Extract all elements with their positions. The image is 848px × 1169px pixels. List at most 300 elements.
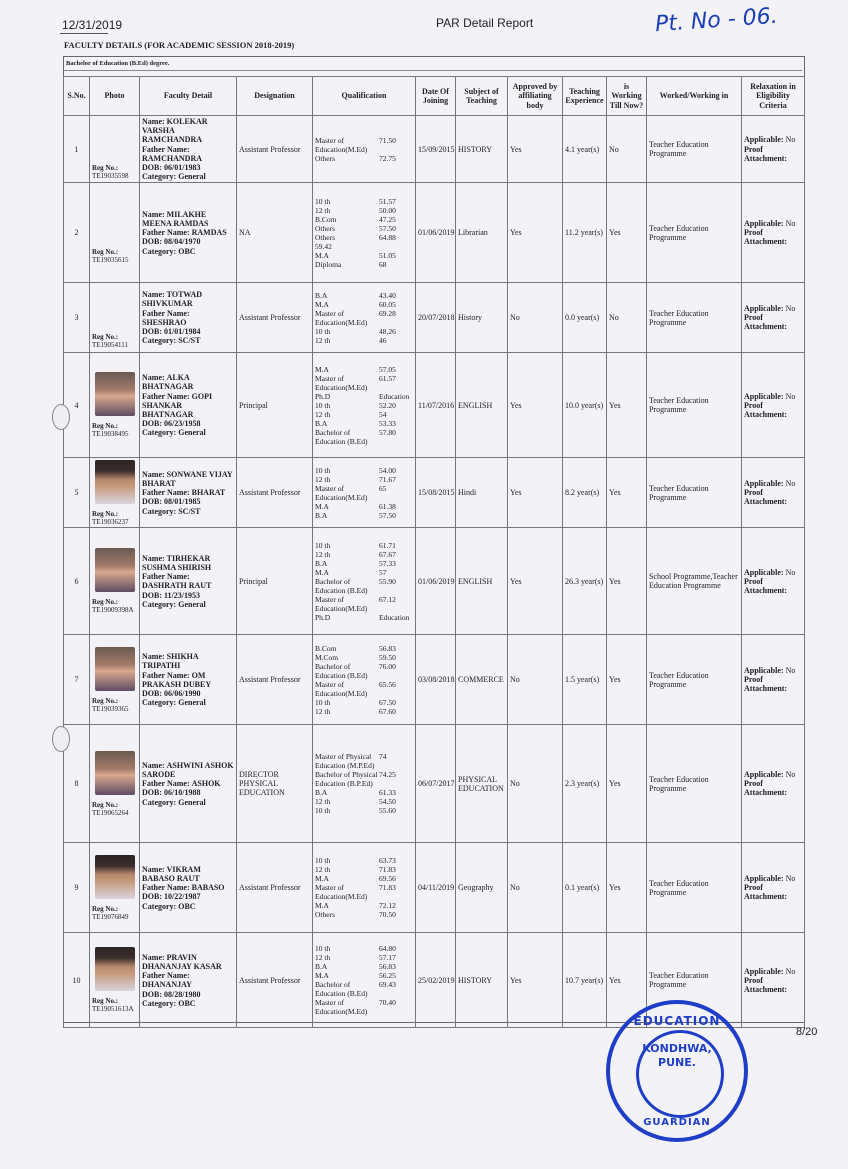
qualification-score: 57.80 (379, 427, 396, 437)
qualification-score: 71.83 (379, 883, 396, 893)
serial-number: 10 (64, 933, 90, 1028)
category-value: OBC (178, 901, 196, 911)
relaxation-info (742, 116, 805, 183)
qualification-row (315, 242, 413, 251)
qualification-row (315, 511, 413, 520)
working-status: Yes (607, 183, 647, 283)
worked-in: Teacher Education Programme (647, 843, 742, 933)
col-working: is Working Till Now? (607, 77, 647, 116)
qualification-degree: Master of Education(M.Ed) (315, 135, 368, 154)
dob-label: DOB: (142, 327, 162, 336)
relaxation-info (742, 283, 805, 353)
proof-label: Proof (744, 488, 763, 498)
dob-label: DOB: (142, 788, 162, 798)
qualification-degree: Others (315, 223, 335, 233)
date-of-joining: 06/07/2017 (416, 725, 456, 843)
qualification-degree: 12 th (315, 205, 331, 215)
qualification-degree: Master of Education(M.Ed) (315, 373, 368, 392)
qualification-degree: Ph.D (315, 612, 331, 622)
designation: Assistant Professor (237, 458, 313, 528)
date-of-joining: 01/06/2019 (416, 183, 456, 283)
qualification-score: 61.57 (379, 373, 396, 383)
qualification-score: 59.50 (379, 652, 396, 662)
qualification-row (315, 707, 413, 716)
qualification-score: 72.12 (379, 901, 396, 911)
teaching-experience: 0.1 year(s) (563, 843, 607, 933)
qualification-degree: Master of Physical Education (M.P.Ed) (315, 752, 375, 771)
qualification-degree: Master of Education(M.Ed) (315, 483, 368, 502)
reg-number: TE19035598 (92, 172, 129, 181)
qualification-degree: Master of Education(M.Ed) (315, 308, 368, 327)
faculty-photo (95, 548, 135, 592)
applicable-label: Applicable: (744, 874, 784, 884)
proof-label: Proof (744, 400, 763, 410)
applicable-value: No (785, 666, 796, 676)
qualification-degree: B.A (315, 558, 328, 568)
working-status: Yes (607, 528, 647, 635)
faculty-table (63, 76, 805, 1028)
qualification-score: 71.50 (379, 135, 396, 145)
qualification-degree: Bachelor of Education (B.Ed) (315, 980, 368, 999)
table-row (64, 116, 805, 183)
qualification-row (315, 233, 413, 242)
qualification-degree: M.Com (315, 652, 339, 662)
qualification-degree: 12 th (315, 797, 331, 807)
qualification-degree: 10 th (315, 856, 331, 866)
reg-label: Reg No.: (92, 904, 119, 913)
faculty-name: ALKA BHATNAGAR (142, 373, 194, 392)
qualification-degree: Others (315, 910, 335, 920)
category-value: OBC (178, 998, 196, 1008)
father-name: SHESHRAO (142, 317, 187, 327)
worked-in: Teacher Education Programme (647, 183, 742, 283)
working-status: No (607, 283, 647, 353)
father-name: RAMDAS (191, 228, 227, 238)
faculty-name: KOLEKAR VARSHA RAMCHANDRA (142, 117, 208, 145)
photo-cell (90, 933, 140, 1028)
relaxation-info (742, 183, 805, 283)
reg-label: Reg No.: (92, 509, 119, 518)
date-of-joining: 11/07/2016 (416, 353, 456, 458)
faculty-name: PRAVIN DHANANJAY KASAR (142, 952, 222, 971)
designation: NA (237, 183, 313, 283)
qualification-row (315, 980, 413, 998)
relaxation-info (742, 528, 805, 635)
faculty-name: SONWANE VIJAY BHARAT (142, 469, 233, 489)
photo-cell (90, 843, 140, 933)
qualification-row (315, 653, 413, 662)
qualification-list (313, 353, 416, 458)
worked-in: Teacher Education Programme (647, 458, 742, 528)
qualification-degree: Bachelor of Education (B.Ed) (315, 661, 368, 680)
qualification-degree: Others (315, 153, 335, 163)
qualification-score: 65.56 (379, 679, 396, 689)
qualification-score: 57.33 (379, 558, 396, 568)
date-of-joining: 01/06/2019 (416, 528, 456, 635)
caption-divider (64, 70, 802, 71)
qualification-score (379, 242, 413, 251)
worked-in: School Programme,Teacher Education Programme (647, 528, 742, 635)
father-name: OM PRAKASH DUBEY (142, 670, 212, 689)
table-row (64, 183, 805, 283)
qualification-score: 69.43 (379, 980, 396, 990)
applicable-label: Applicable: (744, 135, 784, 145)
applicable-label: Applicable: (744, 567, 784, 577)
qualification-degree: Others (315, 232, 335, 242)
reg-number: TE19051613A (92, 1005, 134, 1014)
qualification-score: 53.33 (379, 418, 396, 428)
qualification-row (315, 365, 413, 374)
reg-number: TE19036237 (92, 517, 129, 526)
qualification-row (315, 541, 413, 550)
qualification-score: 74 (379, 752, 387, 762)
faculty-name: SHIKHA TRIPATHI (142, 652, 199, 671)
qualification-score: 55.90 (379, 576, 396, 586)
date-of-joining: 04/11/2019 (416, 843, 456, 933)
qualification-row (315, 910, 413, 919)
qualification-degree: Master of Education(M.Ed) (315, 594, 368, 613)
qualification-row (315, 309, 413, 327)
qualification-score: 61.38 (379, 501, 396, 511)
applicable-value: No (785, 219, 796, 229)
designation: DIRECTOR PHYSICAL EDUCATION (237, 725, 313, 843)
applicable-label: Applicable: (744, 966, 784, 976)
qualification-degree: 10 th (315, 697, 331, 707)
qualification-list (313, 528, 416, 635)
qualification-degree: 59.42 (315, 241, 332, 251)
qualification-row (315, 788, 413, 797)
qualification-score: 69.28 (379, 308, 396, 318)
qualification-row (315, 206, 413, 215)
qualification-score: 54.00 (379, 465, 396, 475)
category-label: Category: (142, 698, 177, 708)
applicable-value: No (785, 966, 796, 976)
dob-value: 10/22/1987 (164, 892, 201, 902)
qualification-score: 68 (379, 259, 387, 269)
qualification-row (315, 475, 413, 484)
dob-value: 01/01/1984 (164, 327, 201, 336)
reg-label: Reg No.: (92, 422, 119, 431)
qualification-score: 71.67 (379, 474, 396, 484)
dob-value: 08/28/1980 (164, 989, 201, 999)
proof-label: Proof (744, 975, 763, 985)
table-body (64, 116, 805, 1028)
qualification-row (315, 419, 413, 428)
attachment-label: Attachment: (744, 153, 788, 163)
category-value: General (178, 698, 206, 708)
category-value: SC/ST (178, 336, 201, 346)
qualification-degree: M.A (315, 874, 329, 884)
father-name: RAMCHANDRA (142, 153, 202, 163)
reg-label: Reg No.: (92, 332, 119, 341)
col-approved: Approved by affiliating body (508, 77, 563, 116)
approved-status: Yes (508, 933, 563, 1028)
qualification-list (313, 283, 416, 353)
designation: Assistant Professor (237, 116, 313, 183)
qualification-degree: B.A (315, 290, 328, 300)
applicable-value: No (785, 874, 796, 884)
relaxation-info (742, 635, 805, 725)
category-label: Category: (142, 506, 177, 516)
working-status: Yes (607, 843, 647, 933)
approved-status: Yes (508, 353, 563, 458)
photo-cell (90, 183, 140, 283)
dob-label: DOB: (142, 892, 162, 902)
father-label: Father Name: (142, 971, 190, 981)
table-row (64, 725, 805, 843)
applicable-value: No (785, 391, 796, 401)
qualification-degree: 10 th (315, 400, 331, 410)
qualification-score: 55.60 (379, 806, 396, 816)
working-status: Yes (607, 933, 647, 1028)
attachment-label: Attachment: (744, 984, 788, 994)
qualification-row (315, 577, 413, 595)
qualification-degree: 12 th (315, 953, 331, 963)
qualification-degree: 12 th (315, 549, 331, 559)
approved-status: Yes (508, 183, 563, 283)
col-subject: Subject of Teaching (456, 77, 508, 116)
qualification-score: 51.05 (379, 250, 396, 260)
proof-label: Proof (744, 144, 763, 154)
qualification-degree: 12 th (315, 474, 331, 484)
qualification-score: 57.17 (379, 953, 396, 963)
faculty-photo (95, 751, 135, 795)
dob-label: DOB: (142, 497, 162, 507)
father-name: BHARAT (191, 488, 226, 498)
photo-cell (90, 283, 140, 353)
working-status: No (607, 116, 647, 183)
dob-label: DOB: (142, 419, 162, 429)
worked-in: Teacher Education Programme (647, 283, 742, 353)
faculty-photo (95, 372, 135, 416)
qualification-row (315, 874, 413, 883)
college-seal (606, 1000, 748, 1142)
worked-in: Teacher Education Programme (647, 933, 742, 1028)
proof-label: Proof (744, 576, 763, 586)
reg-label: Reg No.: (92, 247, 119, 256)
subject: HISTORY (456, 933, 508, 1028)
qualification-row (315, 291, 413, 300)
qualification-degree: 10 th (315, 465, 331, 475)
reg-label: Reg No.: (92, 598, 119, 607)
faculty-detail (140, 528, 237, 635)
qualification-degree: M.A (315, 364, 329, 374)
teaching-experience: 0.0 year(s) (563, 283, 607, 353)
binder-hole (52, 726, 70, 752)
father-label: Father Name: (142, 779, 190, 789)
qualification-score: 61.71 (379, 540, 396, 550)
qualification-row (315, 410, 413, 419)
category-label: Category: (142, 428, 177, 438)
serial-number: 4 (64, 353, 90, 458)
attachment-label: Attachment: (744, 684, 788, 694)
applicable-value: No (785, 567, 796, 577)
category-label: Category: (142, 599, 177, 609)
worked-in: Teacher Education Programme (647, 116, 742, 183)
seal-text-city: KONDHWA, (642, 1042, 712, 1055)
photo-cell (90, 725, 140, 843)
qualification-score: 56.83 (379, 962, 396, 972)
reg-label: Reg No.: (92, 997, 119, 1006)
qualification-row (315, 428, 413, 446)
col-experience: Teaching Experience (563, 77, 607, 116)
dob-value: 08/04/1970 (164, 237, 201, 247)
qualification-degree: Master of Education(M.Ed) (315, 679, 368, 698)
faculty-detail (140, 353, 237, 458)
qualification-row (315, 327, 413, 336)
designation: Principal (237, 528, 313, 635)
col-qualification: Qualification (313, 77, 416, 116)
qualification-score: 43.40 (379, 290, 396, 300)
name-label: Name: (142, 864, 165, 874)
qualification-degree: B.Com (315, 214, 337, 224)
reg-number: TE19039365 (92, 704, 129, 713)
subject: PHYSICAL EDUCATION (456, 725, 508, 843)
col-sno: S.No. (64, 77, 90, 116)
working-status: Yes (607, 353, 647, 458)
father-label: Father Name: (142, 228, 190, 238)
category-label: Category: (142, 797, 177, 807)
faculty-name: TOTWAD SHIVKUMAR (142, 290, 203, 309)
qualification-score: 65 (379, 483, 387, 493)
category-value: OBC (178, 246, 196, 256)
name-label: Name: (142, 373, 165, 383)
table-row (64, 843, 805, 933)
applicable-label: Applicable: (744, 219, 784, 229)
working-status: Yes (607, 635, 647, 725)
qualification-degree: 12 th (315, 335, 331, 345)
qualification-degree: B.A (315, 510, 328, 520)
reg-label: Reg No.: (92, 696, 119, 705)
category-label: Category: (142, 172, 177, 182)
father-name: BABASO (191, 883, 225, 893)
dob-label: DOB: (142, 689, 162, 698)
qualification-degree: Bachelor of Education (B.Ed) (315, 427, 368, 446)
name-label: Name: (142, 469, 165, 479)
date-of-joining: 15/09/2015 (416, 116, 456, 183)
qualification-score: 54.50 (379, 797, 396, 807)
qualification-score: Education (379, 391, 410, 401)
faculty-detail (140, 933, 237, 1028)
approved-status: No (508, 843, 563, 933)
qualification-row (315, 215, 413, 224)
category-label: Category: (142, 901, 177, 911)
qualification-list (313, 458, 416, 528)
dob-value: 08/01/1985 (164, 497, 201, 507)
category-label: Category: (142, 998, 177, 1008)
qualification-row (315, 698, 413, 707)
subject: HISTORY (456, 116, 508, 183)
qualification-score: 70.50 (379, 910, 396, 920)
father-label: Father Name: (142, 144, 190, 154)
qualification-row (315, 466, 413, 475)
table-row (64, 283, 805, 353)
designation: Assistant Professor (237, 635, 313, 725)
name-label: Name: (142, 652, 165, 662)
qualification-degree: M.A (315, 250, 329, 260)
dob-value: 06/01/1983 (164, 162, 201, 172)
faculty-photo (95, 647, 135, 691)
qualification-degree: 10 th (315, 944, 331, 954)
qualification-score: 63.73 (379, 856, 396, 866)
table-header-row (64, 77, 805, 116)
teaching-experience: 11.2 year(s) (563, 183, 607, 283)
father-name: GOPI SHANKAR BHATNAGAR (142, 391, 213, 419)
qualification-score: 52.20 (379, 400, 396, 410)
qualification-score: 72.75 (379, 153, 396, 163)
table-caption: Bachelor of Education (B.Ed) degree. (66, 60, 170, 67)
approved-status: Yes (508, 528, 563, 635)
qualification-row (315, 260, 413, 269)
dob-value: 06/10/1988 (164, 788, 201, 798)
reg-number: TE19065264 (92, 808, 129, 817)
faculty-detail (140, 843, 237, 933)
father-label: Father Name: (142, 488, 190, 498)
qualification-score: 57.50 (379, 223, 396, 233)
serial-number: 1 (64, 116, 90, 183)
qualification-degree: 10 th (315, 540, 331, 550)
binder-hole (52, 404, 70, 430)
qualification-list (313, 183, 416, 283)
qualification-row (315, 374, 413, 392)
reg-number: TE19076849 (92, 912, 129, 921)
serial-number: 3 (64, 283, 90, 353)
qualification-score: 69.56 (379, 874, 396, 884)
worked-in: Teacher Education Programme (647, 353, 742, 458)
faculty-detail (140, 635, 237, 725)
faculty-detail (140, 458, 237, 528)
serial-number: 8 (64, 725, 90, 843)
col-designation: Designation (237, 77, 313, 116)
reg-label: Reg No.: (92, 164, 119, 173)
attachment-label: Attachment: (744, 497, 788, 507)
faculty-photo (95, 460, 135, 504)
teaching-experience: 10.7 year(s) (563, 933, 607, 1028)
qualification-degree: 12 th (315, 409, 331, 419)
attachment-label: Attachment: (744, 237, 788, 247)
qualification-score: 57.50 (379, 510, 396, 520)
qualification-score: 67.60 (379, 706, 396, 716)
name-label: Name: (142, 290, 165, 300)
qualification-list (313, 843, 416, 933)
proof-label: Proof (744, 228, 763, 238)
photo-cell (90, 458, 140, 528)
qualification-row (315, 998, 413, 1016)
qualification-row (315, 752, 413, 770)
reg-number: TE19054111 (92, 340, 129, 349)
dob-value: 11/23/1953 (164, 590, 201, 600)
proof-label: Proof (744, 313, 763, 323)
applicable-label: Applicable: (744, 479, 784, 489)
qualification-score: Education (379, 612, 410, 622)
faculty-detail (140, 283, 237, 353)
qualification-list (313, 116, 416, 183)
qualification-list (313, 635, 416, 725)
faculty-details-title: FACULTY DETAILS (FOR ACADEMIC SESSION 2018-2019) (64, 40, 295, 50)
father-label: Father Name: (142, 391, 190, 401)
working-status: Yes (607, 725, 647, 843)
attachment-label: Attachment: (744, 585, 788, 595)
qualification-score: 74.25 (379, 770, 396, 780)
handwritten-note: Pt. No - 06. (654, 3, 779, 38)
subject: ENGLISH (456, 353, 508, 458)
col-faculty: Faculty Detail (140, 77, 237, 116)
qualification-row (315, 336, 413, 345)
designation: Assistant Professor (237, 283, 313, 353)
father-label: Father Name: (142, 883, 190, 893)
subject: Geography (456, 843, 508, 933)
qualification-row (315, 662, 413, 680)
